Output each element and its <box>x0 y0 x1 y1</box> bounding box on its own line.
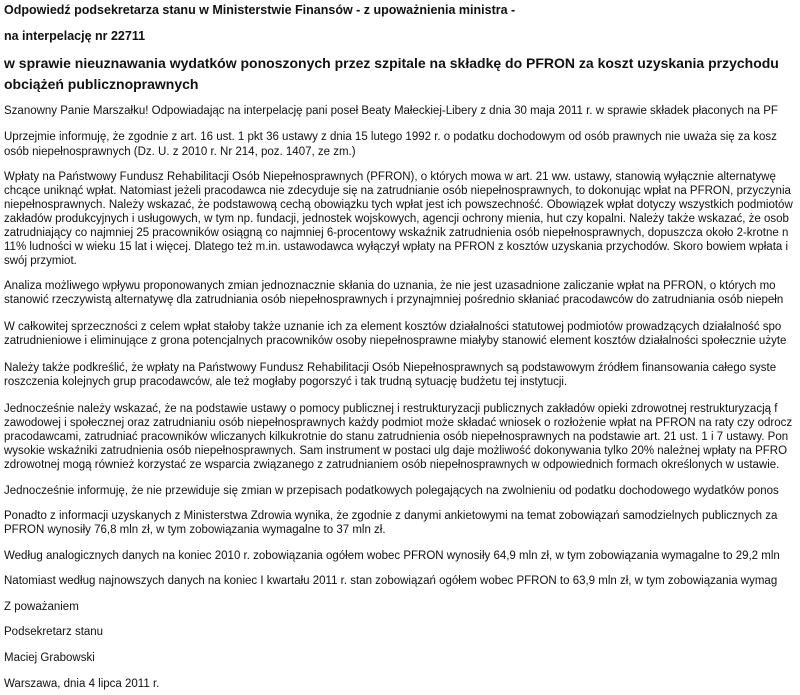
paragraph-line: zdrowotnej mogą również korzystać ze wsparcia związanego z zatrudnianiem osób niepełnosprawnych w odpowiednich formach określonych w ustawie. <box>4 459 780 471</box>
paragraph-line: PFRON wynosiły 76,8 mln zł, w tym zobowiązania wymagalne to 37 mln zł. <box>4 524 386 536</box>
paragraph-line: Uprzejmie informuję, że zgodnie z art. 16 ust. 1 pkt 36 ustawy z dnia 15 lutego 1992 r. o podatku dochodowym od osób prawnych nie uważa się za kosz <box>4 131 777 143</box>
paragraph-line: osób niepełnosprawnych (Dz. U. z 2010 r. Nr 214, poz. 1407, ze zm.) <box>4 146 356 158</box>
paragraph-line: Ponadto z informacji uzyskanych z Ministerstwa Zdrowia wynika, że zgodnie z danymi ankietowymi na temat zobowiązań samodzielnych publicznych za <box>4 510 778 522</box>
paragraph-line: wysokie wskaźniki zatrudnienia osób niepełnosprawnych. Sam instrument w postaci ulg daje możliwość dokonywania tylko 20% należnej wpłaty na PFRO <box>4 445 788 457</box>
place-and-date: Warszawa, dnia 4 lipca 2011 r. <box>4 678 160 690</box>
paragraph-line: stanowić rzeczywistą alternatywę dla zatrudniania osób niepełnosprawnych i przynajmniej pośrednio skłaniać pracodawców do zatrudniania osób niepełn <box>4 294 784 306</box>
paragraph-line: zawodowej i społecznej oraz zatrudnianiu osób niepełnosprawnych każdy podmiot może składać wniosek o rozłożenie wpłat na PFRON na raty czy odrocz <box>4 417 793 429</box>
paragraph-line: zatrudniający co najmniej 25 pracowników osiągną co najmniej 6-procentowy wskaźnik zatrudnienia osób niepełnosprawnych, dopuszcza około 2-krotne n <box>4 227 789 239</box>
paragraph-line: Należy także podkreślić, że wpłaty na Państwowy Fundusz Rehabilitacji Osób Niepełnosprawnych są podstawowym źródłem finansowania całego syste <box>4 362 777 374</box>
paragraph-line: niepełnosprawnych. Należy wskazać, że podstawową cechą obowiązku tych wpłat jest ich powszechność. Obowiązek wpłat dotyczy wszystkich podmiotów <box>4 199 793 211</box>
paragraph-line: 11% ludności w wieku 15 lat i więcej. Dlatego też m.in. ustawodawca wyłączył wpłaty na PFRON z kosztów uzyskania przychodów. Skoro bowiem wpłata i <box>4 241 789 253</box>
paragraph-line: Natomiast według najnowszych danych na koniec I kwartału 2011 r. stan zobowiązań ogółem wobec PFRON to 63,9 mln zł, w tym zobowiązania wymag <box>4 575 778 587</box>
paragraph-line: Wpłaty na Państwowy Fundusz Rehabilitacji Osób Niepełnosprawnych (PFRON), o których mowa w art. 21 ww. ustawy, stanowią wyłącznie alternatywę <box>4 171 776 183</box>
paragraph-line: pracodawcami, zatrudniać pracowników wliczanych kilkukrotnie do stanu zatrudnienia osób niepełnosprawnych na podstawie art. 21 ust. 1 i 7 ustawy. Pon <box>4 431 789 443</box>
document-title: Odpowiedź podsekretarza stanu w Ministerstwie Finansów - z upoważnienia ministra - <box>4 3 516 17</box>
closing-regards: Z poważaniem <box>4 601 79 613</box>
paragraph-line: swój przymiot. <box>4 255 77 267</box>
paragraph-line: Jednocześnie informuję, że nie przewiduje się zmian w przepisach podatkowych polegających na zwolnieniu od podatku dochodowego wydatków ponos <box>4 485 779 497</box>
paragraph-line: W całkowitej sprzeczności z celem wpłat stałoby także uznanie ich za element kosztów działalności statutowej podmiotów prowadzących działalność spo <box>4 321 782 333</box>
subject-line-1: w sprawie nieuznawania wydatków ponoszonych przez szpitale na składkę do PFRON za koszt uzyskania przychodu <box>4 55 779 71</box>
paragraph-line: Według analogicznych danych na koniec 2010 r. zobowiązania ogółem wobec PFRON wynosiły 64,9 mln zł, w tym zobowiązania wymagalne to 29,2 mln <box>4 550 780 562</box>
paragraph-line: zatrudnieniowe i eliminujące z grona potencjalnych pracowników osoby niepełnosprawne miałyby stanowić element kosztów działalności społecznie użyte <box>4 335 787 347</box>
paragraph-line: chcące uniknąć wpłat. Natomiast jeżeli pracodawca nie zdecyduje się na zatrudnianie osób niepełnosprawnych, to dokonując wpłat na PFRON, przyczynia <box>4 185 791 197</box>
subject-line-2: obciążeń publicznoprawnych <box>4 76 199 92</box>
interpellation-number: na interpelację nr 22711 <box>4 29 146 43</box>
paragraph-line: zakładów produkcyjnych i usługowych, w tym np. fundacji, jednostek wojskowych, agencji ochrony mienia, hut czy kopalni. Należy także wskazać, że osob <box>4 213 789 225</box>
paragraph-line: Analiza możliwego wpływu proponowanych zmian jednoznacznie skłania do uznania, że nie jest uzasadnione zaliczanie wpłat na PFRON, o których mo <box>4 280 776 292</box>
paragraph-greeting: Szanowny Panie Marszałku! Odpowiadając na interpelację pani poseł Beaty Małeckiej-Libery z dnia 30 maja 2011 r. w sprawie składek płaconych na PF <box>4 105 778 117</box>
signatory-name: Maciej Grabowski <box>4 652 95 664</box>
paragraph-line: Jednocześnie należy wskazać, że na podstawie ustawy o pomocy publicznej i restrukturyzacji publicznych zakładów opieki zdrowotnej restrukturyzacją f <box>4 403 778 415</box>
paragraph-line: roszczenia kolejnych grup pracodawców, ale też mogłaby pogorszyć i tak trudną sytuację budżetu tej instytucji. <box>4 376 568 388</box>
signatory-role: Podsekretarz stanu <box>4 626 104 638</box>
